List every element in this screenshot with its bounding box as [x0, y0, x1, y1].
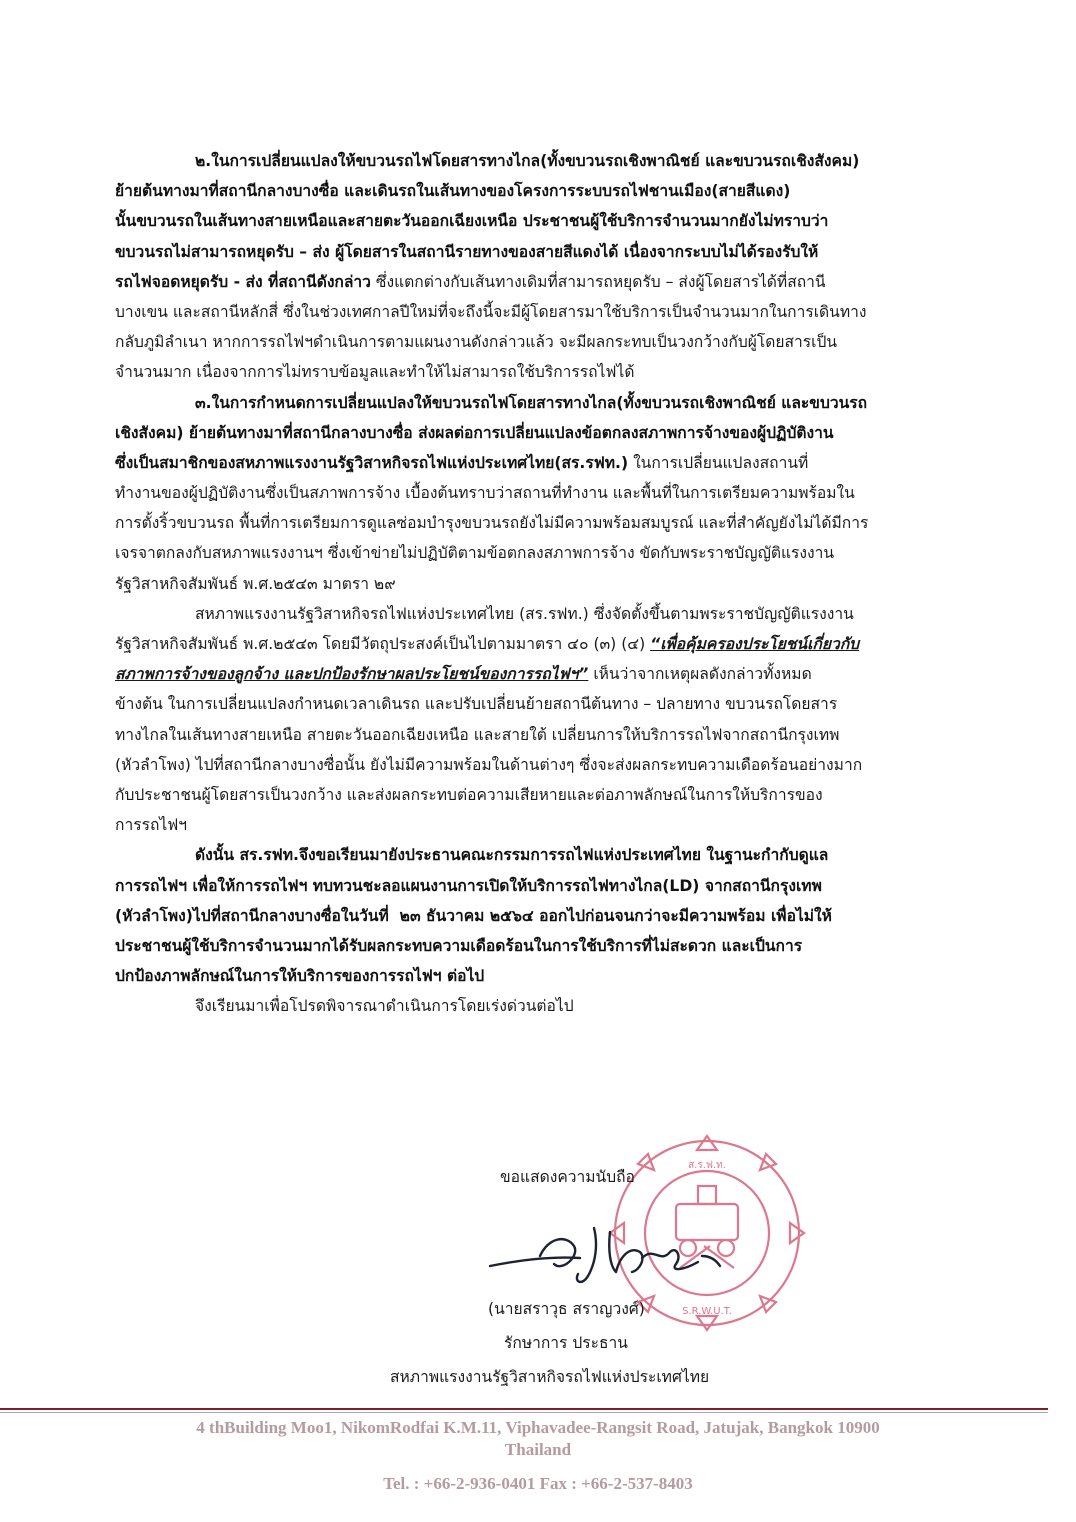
p3-line-5: การตั้งริ้วขบวนรถ พื้นที่การเตรียมการดูแลซ่อมบำรุงขบวนรถยังไม่มีความพร้อมสมบูรณ์ และที่สำคัญยังไม่ได้มีการ [115, 514, 869, 533]
p4-line-7: กับประชาชนผู้โดยสารเป็นวงกว้าง และส่งผลกระทบต่อความเสียหายและต่อภาพลักษณ์ในการให้บริการของ [115, 785, 823, 804]
p2-line-6: บางเขน และสถานีหลักสี่ ซึ่งในช่วงเทศกาลปีใหม่ที่จะถึงนี้จะมีผู้โดยสารมาใช้บริการเป็นจำนวนมากในการเดินทาง [115, 302, 867, 321]
p3-line-4: ทำงานของผู้ปฏิบัติงานซึ่งเป็นสภาพการจ้าง เบื้องต้นทราบว่าสถานที่ทำงาน และพื้นที่ในการเตรียมความพร้อมใน [115, 484, 855, 503]
svg-text:S.R.W.U.T.: S.R.W.U.T. [682, 1306, 732, 1317]
p5-line-1: ดังนั้น สร.รฟท.จึงขอเรียนมายังประธานคณะกรรมการรถไฟแห่งประเทศไทย ในฐานะกำกับดูแล [195, 846, 829, 865]
p2-line-3: นั้นขบวนรถในเส้นทางสายเหนือและสายตะวันออกเฉียงเหนือ ประชาชนผู้ใช้บริการจำนวนมากยังไม่ทราบว่า [115, 212, 829, 231]
p3-line-3: ซึ่งเป็นสมาชิกของสหภาพแรงงานรัฐวิสาหกิจรถไฟแห่งประเทศไทย(สร.รฟท.) ในการเปลี่ยนแปลงสถานที่ [115, 453, 809, 472]
footer-contact: Tel. : +66-2-936-0401 Fax : +66-2-537-8403 [383, 1474, 693, 1493]
p2-line-8: จำนวนมาก เนื่องจากการไม่ทราบข้อมูลและทำให้ไม่สามารถใช้บริการรถไฟได้ [115, 363, 635, 382]
p4-line-5: ทางไกลในเส้นทางสายเหนือ สายตะวันออกเฉียงเหนือ และสายใต้ เปลี่ยนการให้บริการรถไฟจากสถานีกรุงเทพ [115, 725, 840, 744]
p3-line-1: ๓.ในการกำหนดการเปลี่ยนแปลงให้ขบวนรถไฟโดยสารทางไกล(ทั้งขบวนรถเชิงพาณิชย์ และขบวนรถ [195, 393, 868, 412]
p5-line-3: (หัวลำโพง)ไปที่สถานีกลางบางซื่อในวันที่ ๒๓ ธันวาคม ๒๕๖๔ ออกไปก่อนจนกว่าจะมีความพร้อม เพื่อไม่ให้ [115, 906, 832, 925]
p3-line-7: รัฐวิสาหกิจสัมพันธ์ พ.ศ.๒๕๔๓ มาตรา ๒๙ [115, 574, 396, 593]
p4-line-4: ข้างต้น ในการเปลี่ยนแปลงกำหนดเวลาเดินรถ และปรับเปลี่ยนย้ายสถานีต้นทาง – ปลายทาง ขบวนรถโดยสาร [115, 695, 838, 714]
p4-line-2: รัฐวิสาหกิจสัมพันธ์ พ.ศ.๒๕๔๓ โดยมีวัตถุประสงค์เป็นไปตามมาตรา ๔๐ (๓) (๔) “เพื่อคุ้มครองประโยชน์เกี่ยวกับ [115, 635, 860, 653]
request-line: จึงเรียนมาเพื่อโปรดพิจารณาดำเนินการโดยเร่งด่วนต่อไป [195, 997, 574, 1016]
p4-line-1: สหภาพแรงงานรัฐวิสาหกิจรถไฟแห่งประเทศไทย (สร.รฟท.) ซึ่งจัดตั้งขึ้นตามพระราชบัญญัติแรงงาน [195, 604, 854, 623]
p2-line-1: ๒.ในการเปลี่ยนแปลงให้ขบวนรถไฟโดยสารทางไกล(ทั้งขบวนรถเชิงพาณิชย์ และขบวนรถเชิงสังคม) [195, 152, 860, 170]
p3-line-2: เชิงสังคม) ย้ายต้นทางมาที่สถานีกลางบางซื่อ ส่งผลต่อการเปลี่ยนแปลงข้อตกลงสภาพการจ้างของผู้ปฏิบัติงาน [115, 423, 834, 442]
p4-line-6: (หัวลำโพง) ไปที่สถานีกลางบางซื่อนั้น ยังไม่มีความพร้อมในด้านต่างๆ ซึ่งจะส่งผลกระทบความเดือดร้อนอย่างมาก [115, 755, 863, 774]
signer-name: (นายสราวุธ สราญวงศ์) [488, 1300, 645, 1318]
closing-salutation: ขอแสดงความนับถือ [500, 1168, 635, 1186]
p2-line-4: ขบวนรถไม่สามารถหยุดรับ – ส่ง ผู้โดยสารในสถานีรายทางของสายสีแดงได้ เนื่องจากระบบไม่ได้รองรับให้ [115, 242, 819, 261]
p5-line-4: ประชาชนผู้ใช้บริการจำนวนมากได้รับผลกระทบความเดือดร้อนในการใช้บริการที่ไม่สะดวก และเป็นการ [115, 936, 803, 955]
footer-divider-thin [0, 1412, 1048, 1413]
svg-text:ส.ร.ฟ.ท.: ส.ร.ฟ.ท. [688, 1160, 726, 1171]
handwritten-signature-icon [470, 1216, 730, 1296]
p4-line-3: สภาพการจ้างของลูกจ้าง และปกป้องรักษาผลประโยชน์ของการรถไฟฯ” เห็นว่าจากเหตุผลดังกล่าวทั้งหมด [115, 665, 812, 684]
signer-organization: สหภาพแรงงานรัฐวิสาหกิจรถไฟแห่งประเทศไทย [390, 1368, 710, 1386]
footer-divider [0, 1408, 1048, 1410]
p2-line-7: กลับภูมิลำเนา หากการรถไฟฯดำเนินการตามแผนงานดังกล่าวแล้ว จะมีผลกระทบเป็นวงกว้างกับผู้โดยสารเป็น [115, 333, 838, 352]
p2-line-5: รถไฟจอดหยุดรับ - ส่ง ที่สถานีดังกล่าว ซึ่งแตกต่างกับเส้นทางเดิมที่สามารถหยุดรับ – ส่งผู้โดยสารได้ที่สถานี [115, 272, 826, 291]
footer-address-line-1: 4 thBuilding Moo1, NikomRodfai K.M.11, Viphavadee-Rangsit Road, Jatujak, Bangkok 10900 [196, 1418, 880, 1437]
signer-role: รักษาการ ประธาน [504, 1334, 628, 1352]
letter-body [115, 146, 977, 1021]
p5-line-5: ปกป้องภาพลักษณ์ในการให้บริการของการรถไฟฯ ต่อไป [115, 967, 485, 986]
p3-line-6: เจรจาตกลงกับสหภาพแรงงานฯ ซึ่งเข้าข่ายไม่ปฏิบัติตามข้อตกลงสภาพการจ้าง ขัดกับพระราชบัญญัติแรงงาน [115, 544, 835, 563]
p4-line-8: การรถไฟฯ [115, 816, 188, 835]
p2-line-2: ย้ายต้นทางมาที่สถานีกลางบางซื่อ และเดินรถในเส้นทางของโครงการระบบรถไฟชานเมือง(สายสีแดง) [115, 182, 791, 201]
footer-address-line-2: Thailand [504, 1440, 572, 1459]
p5-line-2: การรถไฟฯ เพื่อให้การรถไฟฯ ทบทวนชะลอแผนงานการเปิดให้บริการรถไฟทางไกล(LD) จากสถานีกรุงเทพ [115, 876, 822, 895]
